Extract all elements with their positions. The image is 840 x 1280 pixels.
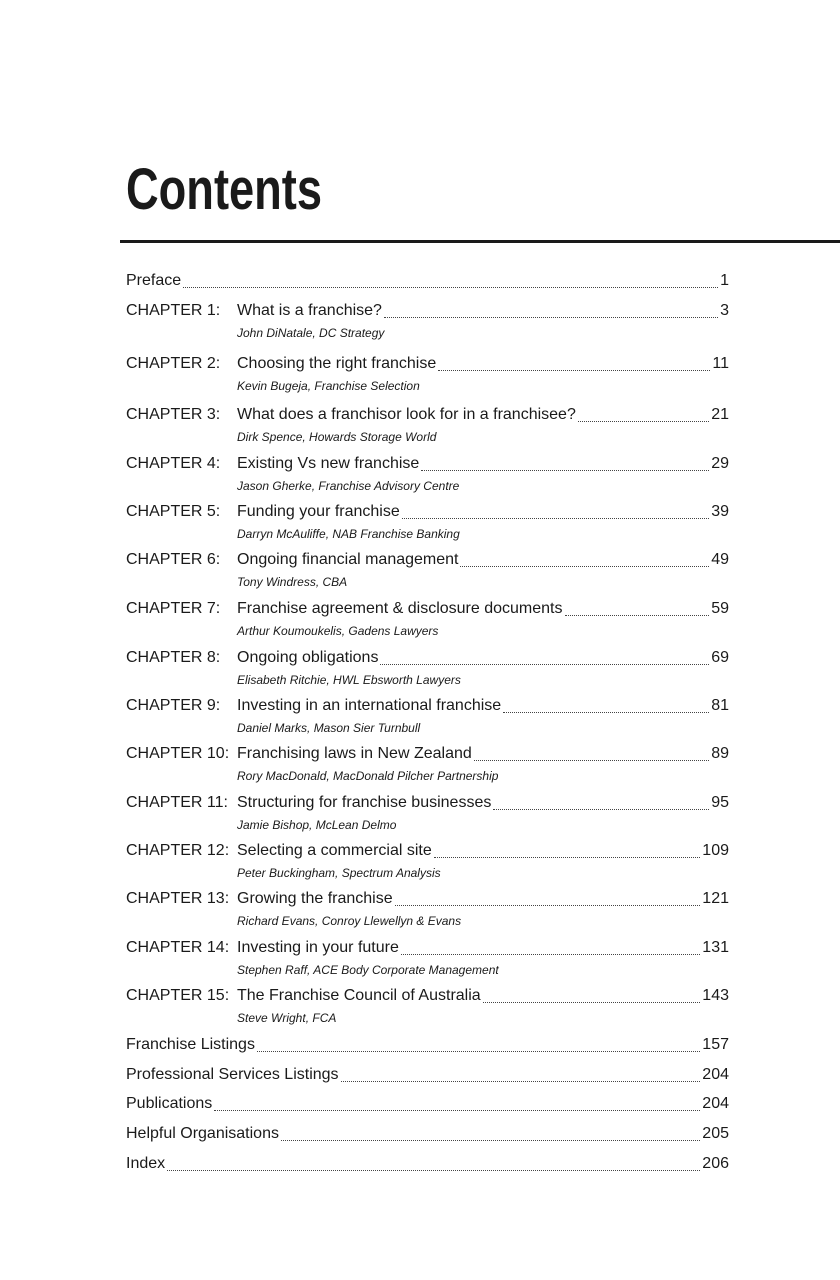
chapter-label: CHAPTER 6: xyxy=(126,551,221,568)
dot-leader xyxy=(438,369,710,371)
toc-entry-chapter-4[interactable] xyxy=(126,449,729,493)
dot-leader xyxy=(167,1169,700,1171)
chapter-label: CHAPTER 2: xyxy=(126,355,221,372)
toc-entry-publications[interactable] xyxy=(126,1089,729,1119)
entry-title: Professional Services Listings xyxy=(126,1066,339,1083)
toc-entry-franchise-listings[interactable] xyxy=(126,1030,729,1060)
chapter-label: CHAPTER 10: xyxy=(126,745,230,762)
chapter-label: CHAPTER 12: xyxy=(126,842,230,859)
chapter-label: CHAPTER 8: xyxy=(126,649,221,666)
dot-leader xyxy=(578,420,709,422)
page-number: 204 xyxy=(702,1066,729,1083)
chapter-label: CHAPTER 4: xyxy=(126,455,221,472)
chapter-title: What is a franchise? xyxy=(237,302,382,319)
chapter-author: Arthur Koumoukelis, Gadens Lawyers xyxy=(237,624,439,638)
page-number: 204 xyxy=(702,1095,729,1112)
toc-entry-chapter-13[interactable] xyxy=(126,884,729,928)
page-number: 89 xyxy=(711,745,729,762)
chapter-title: Franchising laws in New Zealand xyxy=(237,745,472,762)
page-number: 143 xyxy=(702,987,729,1004)
page-number: 3 xyxy=(720,302,729,319)
chapter-author: John DiNatale, DC Strategy xyxy=(237,326,385,340)
chapter-author: Darryn McAuliffe, NAB Franchise Banking xyxy=(237,527,460,541)
entry-title: Franchise Listings xyxy=(126,1036,255,1053)
page-number: 49 xyxy=(711,551,729,568)
page-number: 59 xyxy=(711,600,729,617)
dot-leader xyxy=(401,953,700,955)
entry-title: Preface xyxy=(126,272,182,289)
chapter-label: CHAPTER 9: xyxy=(126,697,221,714)
chapter-title: Investing in an international franchise xyxy=(237,697,502,714)
page-title: Contents xyxy=(126,157,323,222)
dot-leader xyxy=(434,856,701,858)
toc-entry-professional-services[interactable] xyxy=(126,1060,729,1090)
title-divider xyxy=(120,240,840,243)
dot-leader xyxy=(281,1139,700,1141)
chapter-label: CHAPTER 3: xyxy=(126,406,221,423)
page-number: 109 xyxy=(702,842,729,859)
chapter-label: CHAPTER 14: xyxy=(126,939,230,956)
chapter-label: CHAPTER 15: xyxy=(126,987,230,1004)
toc-entry-chapter-10[interactable] xyxy=(126,739,729,783)
chapter-author: Steve Wright, FCA xyxy=(237,1011,337,1025)
toc-entry-chapter-14[interactable] xyxy=(126,933,729,977)
dot-leader xyxy=(565,614,710,616)
chapter-title: Ongoing obligations xyxy=(237,649,379,666)
chapter-author: Kevin Bugeja, Franchise Selection xyxy=(237,379,420,393)
chapter-title: What does a franchisor look for in a franchisee? xyxy=(237,406,576,423)
entry-title: Index xyxy=(126,1155,166,1172)
toc-entry-chapter-11[interactable] xyxy=(126,788,729,832)
toc-entry-chapter-6[interactable] xyxy=(126,545,729,589)
toc-entry-chapter-15[interactable] xyxy=(126,981,729,1025)
chapter-title: Existing Vs new franchise xyxy=(237,455,420,472)
page-number: 21 xyxy=(711,406,729,423)
chapter-author: Richard Evans, Conroy Llewellyn & Evans xyxy=(237,914,462,928)
page-number: 131 xyxy=(702,939,729,956)
dot-leader xyxy=(214,1109,700,1111)
chapter-label: CHAPTER 11: xyxy=(126,794,228,811)
chapter-title: Selecting a commercial site xyxy=(237,842,432,859)
dot-leader xyxy=(384,316,718,318)
dot-leader xyxy=(421,469,709,471)
chapter-title: Investing in your future xyxy=(237,939,399,956)
chapter-author: Stephen Raff, ACE Body Corporate Management xyxy=(237,963,499,977)
chapter-title: The Franchise Council of Australia xyxy=(237,987,481,1004)
dot-leader xyxy=(257,1050,700,1052)
toc-entry-chapter-5[interactable] xyxy=(126,497,729,541)
page-number: 95 xyxy=(711,794,729,811)
dot-leader xyxy=(483,1001,701,1003)
toc-entry-chapter-1[interactable] xyxy=(126,296,729,340)
dot-leader xyxy=(380,663,709,665)
chapter-label: CHAPTER 1: xyxy=(126,302,221,319)
page-number: 29 xyxy=(711,455,729,472)
page-number: 1 xyxy=(720,272,729,289)
toc-entry-preface[interactable] xyxy=(126,266,729,296)
dot-leader xyxy=(493,808,709,810)
dot-leader xyxy=(402,517,709,519)
chapter-author: Jason Gherke, Franchise Advisory Centre xyxy=(237,479,460,493)
chapter-title: Choosing the right franchise xyxy=(237,355,437,372)
chapter-author: Tony Windress, CBA xyxy=(237,575,348,589)
page-number: 205 xyxy=(702,1125,729,1142)
page-number: 11 xyxy=(712,355,729,372)
chapter-label: CHAPTER 7: xyxy=(126,600,221,617)
toc-entry-chapter-3[interactable] xyxy=(126,400,729,444)
chapter-title: Franchise agreement & disclosure documents xyxy=(237,600,563,617)
page-number: 39 xyxy=(711,503,729,520)
toc-entry-index[interactable] xyxy=(126,1149,729,1179)
chapter-title: Funding your franchise xyxy=(237,503,400,520)
dot-leader xyxy=(183,286,718,288)
entry-title: Publications xyxy=(126,1095,213,1112)
toc-entry-chapter-12[interactable] xyxy=(126,836,729,880)
page-number: 69 xyxy=(711,649,729,666)
chapter-author: Jamie Bishop, McLean Delmo xyxy=(237,818,397,832)
page-number: 81 xyxy=(711,697,729,714)
page-number: 206 xyxy=(702,1155,729,1172)
chapter-author: Rory MacDonald, MacDonald Pilcher Partnership xyxy=(237,769,499,783)
chapter-title: Growing the franchise xyxy=(237,890,393,907)
chapter-author: Peter Buckingham, Spectrum Analysis xyxy=(237,866,441,880)
chapter-author: Elisabeth Ritchie, HWL Ebsworth Lawyers xyxy=(237,673,461,687)
dot-leader xyxy=(474,759,709,761)
toc-entry-chapter-8[interactable] xyxy=(126,643,729,687)
toc-entry-chapter-2[interactable] xyxy=(126,349,729,393)
chapter-title: Structuring for franchise businesses xyxy=(237,794,492,811)
chapter-label: CHAPTER 5: xyxy=(126,503,221,520)
dot-leader xyxy=(503,711,709,713)
chapter-title: Ongoing financial management xyxy=(237,551,459,568)
dot-leader xyxy=(341,1080,701,1082)
toc-entry-chapter-9[interactable] xyxy=(126,691,729,735)
page-number: 157 xyxy=(702,1036,729,1053)
dot-leader xyxy=(395,904,701,906)
toc-entry-chapter-7[interactable] xyxy=(126,594,729,638)
dot-leader xyxy=(460,565,709,567)
chapter-author: Dirk Spence, Howards Storage World xyxy=(237,430,437,444)
toc-entry-helpful-organisations[interactable] xyxy=(126,1119,729,1149)
chapter-author: Daniel Marks, Mason Sier Turnbull xyxy=(237,721,421,735)
page-number: 121 xyxy=(702,890,729,907)
entry-title: Helpful Organisations xyxy=(126,1125,279,1142)
chapter-label: CHAPTER 13: xyxy=(126,890,230,907)
